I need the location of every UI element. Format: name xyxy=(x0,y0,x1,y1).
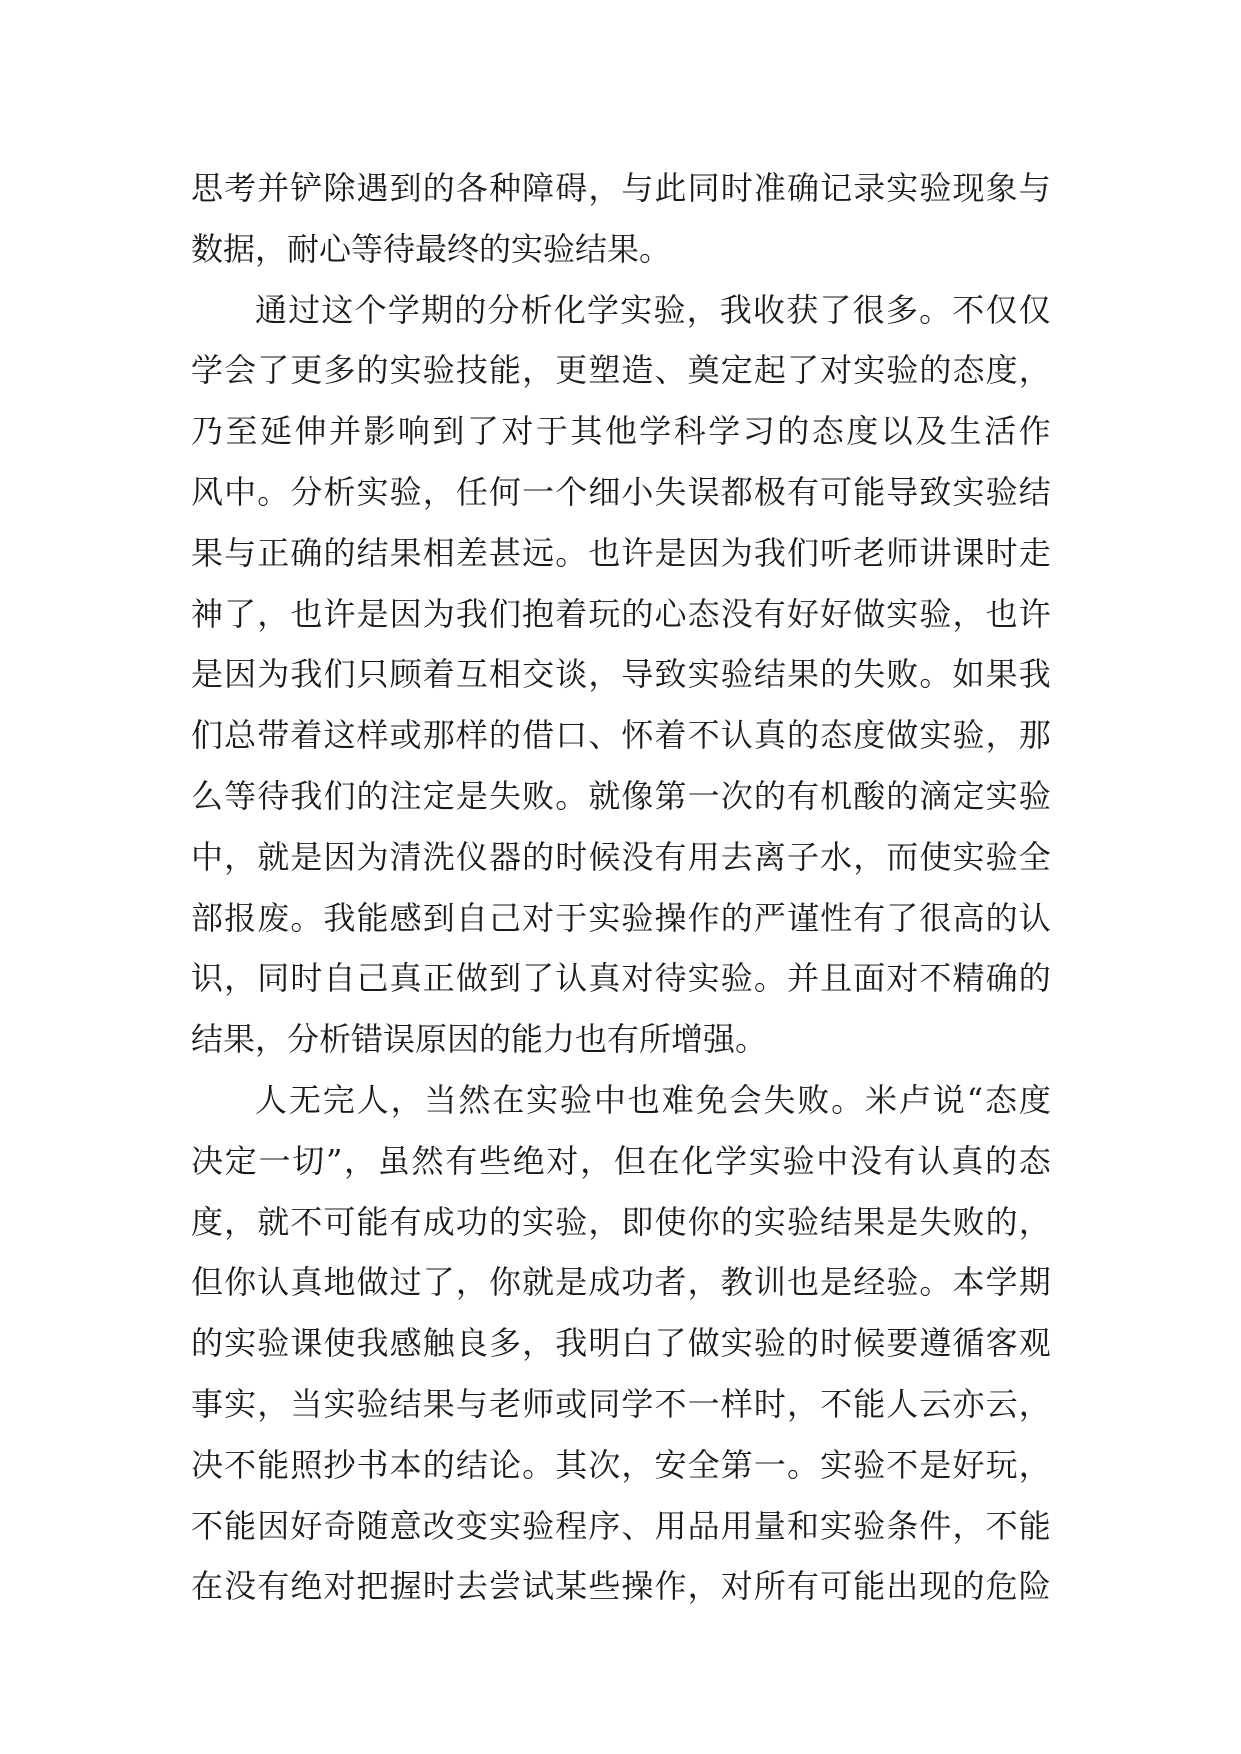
text-line: 神 了 ， 也 许 是 因 为 我 们 抱 着 玩 的 心 态 没 有 好 好 做 实 验 ， 也 许 xyxy=(191,594,1051,633)
text-line: 决 不 能 照 抄 书 本 的 结 论 。 其 次 ， 安 全 第 一 。 实 验 不 是 好 玩 ， xyxy=(191,1445,1051,1484)
text-line: 数据，耐心等待最终的实验结果。 xyxy=(191,229,672,268)
text-line: 事 实 ， 当 实 验 结 果 与 老 师 或 同 学 不 一 样 时 ， 不 能 人 云 亦 云 ， xyxy=(191,1384,1051,1423)
text-line: 决 定 一 切 ” ， 虽 然 有 些 绝 对 ， 但 在 化 学 实 验 中 没 有 认 真 的 态 xyxy=(191,1141,1051,1180)
text-line: 风 中 。 分 析 实 验 ， 任 何 一 个 细 小 失 误 都 极 有 可 能 导 致 实 验 结 xyxy=(191,472,1051,511)
text-line: 学 会 了 更 多 的 实 验 技 能 ， 更 塑 造 、 奠 定 起 了 对 实 验 的 态 度 ， xyxy=(191,351,1051,390)
text-line: 果 与 正 确 的 结 果 相 差 甚 远 。 也 许 是 因 为 我 们 听 老 师 讲 课 时 走 xyxy=(191,533,1051,572)
paragraph-first-line: 通 过 这 个 学 期 的 分 析 化 学 实 验 ， 我 收 获 了 很 多 。 不 仅 仅 xyxy=(255,290,1051,329)
text-line: 结果，分析错误原因的能力也有所增强。 xyxy=(191,1020,768,1059)
text-line: 中 ， 就 是 因 为 清 洗 仪 器 的 时 候 没 有 用 去 离 子 水 ， 而 使 实 验 全 xyxy=(191,837,1051,876)
text-line: 乃 至 延 伸 并 影 响 到 了 对 于 其 他 学 科 学 习 的 态 度 以 及 生 活 作 xyxy=(191,412,1051,451)
text-line: 不 能 因 好 奇 随 意 改 变 实 验 程 序 、 用 品 用 量 和 实 验 条 件 ， 不 能 xyxy=(191,1506,1051,1545)
text-line: 部 报 废 。 我 能 感 到 自 己 对 于 实 验 操 作 的 严 谨 性 有 了 很 高 的 认 xyxy=(191,898,1051,937)
text-line: 在 没 有 绝 对 把 握 时 去 尝 试 某 些 操 作 ， 对 所 有 可 能 出 现 的 危 险 xyxy=(191,1567,1051,1606)
text-line: 思 考 并 铲 除 遇 到 的 各 种 障 碍 ， 与 此 同 时 准 确 记 录 实 验 现 象 与 xyxy=(191,169,1051,207)
text-line: 们 总 带 着 这 样 或 那 样 的 借 口 、 怀 着 不 认 真 的 态 度 做 实 验 ， 那 xyxy=(191,716,1051,755)
text-line: 度 ， 就 不 可 能 有 成 功 的 实 验 ， 即 使 你 的 实 验 结 果 是 失 败 的 ， xyxy=(191,1202,1051,1241)
text-line: 但 你 认 真 地 做 过 了 ， 你 就 是 成 功 者 ， 教 训 也 是 经 验 。 本 学 期 xyxy=(191,1263,1051,1302)
text-line: 是 因 为 我 们 只 顾 着 互 相 交 谈 ， 导 致 实 验 结 果 的 失 败 。 如 果 我 xyxy=(191,655,1051,694)
text-line: 的 实 验 课 使 我 感 触 良 多 ， 我 明 白 了 做 实 验 的 时 候 要 遵 循 客 观 xyxy=(191,1324,1051,1363)
text-line: 么 等 待 我 们 的 注 定 是 失 败 。 就 像 第 一 次 的 有 机 酸 的 滴 定 实 验 xyxy=(191,776,1051,815)
body-text xyxy=(191,158,1051,1617)
paragraph-first-line: 人 无 完 人 ， 当 然 在 实 验 中 也 难 免 会 失 败 。 米 卢 说 “ 态 度 xyxy=(255,1080,1051,1119)
text-line: 识 ， 同 时 自 己 真 正 做 到 了 认 真 对 待 实 验 。 并 且 面 对 不 精 确 的 xyxy=(191,959,1051,998)
